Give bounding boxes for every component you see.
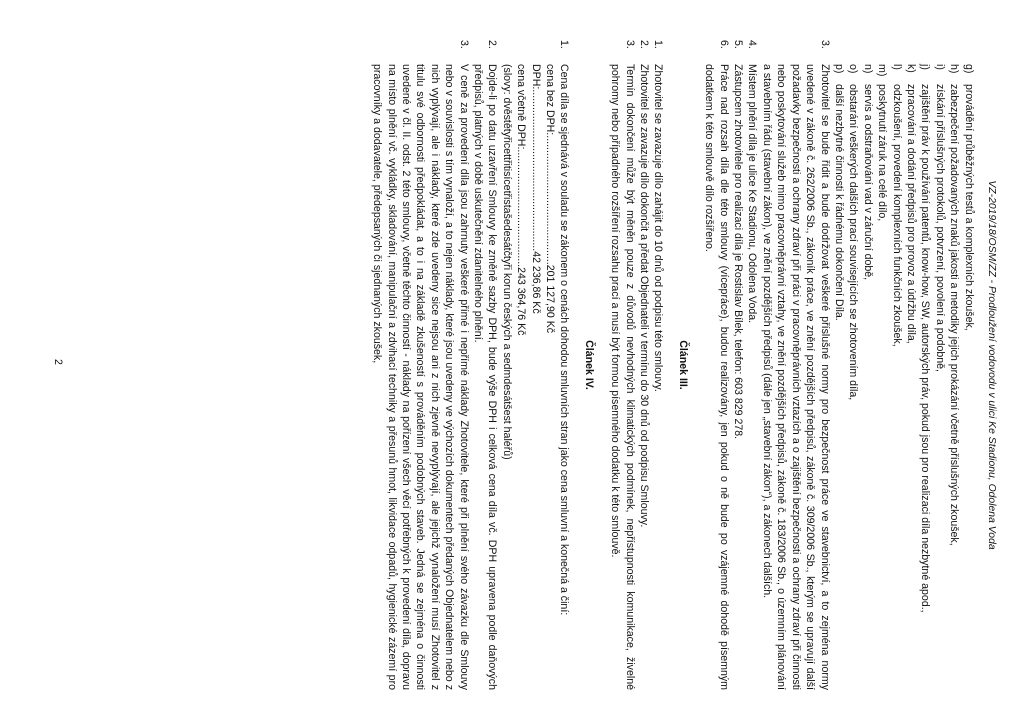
point-text: V ceně za provedení díla jsou zahrnuty veškeré přímé i nepřímé náklady Zhotovitele, které při plnění svého závazku dle Smlouvy nebo v souvislosti s tím vynaloží, a to nejen náklady, které jsou uvedeny ve výchozích dokumentech předaných Objednatelem nebo z nich vyplývají, ale i náklady, které zde uvedeny sice nejsou ani z nich zjevně nevyplývají, ale jejichž vynaložení musí Zhotovitel z titulu své odbornosti předpokládat, a to i na základě zkušeností s prováděním podobných staveb. Jedná se zejména o činnosti uvedené v čl. II. odst. 2 této smlouvy, včetně těchto činností - náklady na pořízení všech věcí potřebných k provedení díla, dopravu na místo plnění vč. vykládky, skladování, manipulační a zdvihací techniky a přesunů hmot, likvidace odpadů, hygienické zázemí pro pracovníky a dodavatele, předepsaných či sjednaných zkoušek, (371, 64, 470, 690)
article2-point-6 (702, 40, 731, 690)
item-text: zajištění práv k používání patentů, know-how, SW, autorských práv, pokud jsou pro realizaci díla nezbytné apod., (919, 84, 932, 613)
article4-point-2 (471, 40, 500, 690)
item-text: získání příslušných protokolů, potvrzení, povolení a podobně, (933, 84, 946, 372)
item-letter: m) (876, 64, 889, 77)
point-number: 1. (652, 40, 665, 49)
price-label: cena bez DPH: (544, 64, 557, 136)
item-text: další nezbytné činnosti k řádnému dokončení Díla. (832, 84, 845, 321)
list-item (846, 64, 860, 690)
point-text: Zástupcem zhotovitele pro realizaci díla je Rostislav Bílek, telefon: 603 829 278. (732, 64, 745, 440)
item-letter: p) (832, 64, 845, 74)
article3-point-1 (651, 40, 665, 690)
price-value: 42 236,86 Kč (529, 251, 542, 314)
price-vat (528, 64, 542, 690)
list-item (947, 64, 961, 690)
list-item (961, 64, 975, 690)
item-letter: i) (933, 64, 946, 70)
article2-item-list (832, 64, 976, 690)
document-content (370, 40, 998, 690)
item-letter: g) (962, 64, 975, 74)
point-number: 2. (638, 40, 651, 49)
item-letter: l) (890, 64, 903, 70)
item-text: zpracování a dodání předpisů pro provoz a údržbu díla, (904, 84, 917, 344)
point-text: Cena díla se sjednává v souladu se zákonem o cenách dohodou smluvních stran jako cena smluvní a konečná a činí: (558, 64, 571, 616)
price-leader: ............................................ (544, 135, 557, 265)
list-item (889, 64, 903, 690)
point-number: 2. (486, 40, 499, 49)
item-letter: h) (948, 64, 961, 74)
price-value: 201 127,90 Kč (544, 264, 557, 334)
article3-point-3 (608, 40, 637, 690)
item-text: provádění průběžných testů a komplexních zkoušek, (962, 84, 975, 331)
point-number: 3. (457, 40, 470, 49)
point-number: 4. (746, 40, 759, 49)
list-item (860, 64, 874, 690)
article2-point-5 (731, 40, 745, 690)
item-text: odzkoušení, provedení komplexních funkčních zkoušek, (890, 84, 903, 347)
article3-title: Článek III. (676, 340, 689, 390)
point-text: Zhotovitel se zavazuje dílo dokončit a předat Objednateli v termínu do 30 dnů od podpisu Smlouvy. (638, 64, 651, 528)
list-item (918, 64, 932, 690)
point-text: Dojde-li po datu uzavření Smlouvy ke změně sazby DPH, bude výše DPH i celková cena díla vč. DPH upravena podle daňových předpisů, platných v době uskutečnění zdanitelného plnění. (472, 64, 499, 690)
item-letter: j) (919, 64, 932, 70)
page-number: 2 (52, 359, 64, 365)
point-text: Termín dokončení může být měněn pouze z důvodů nevhodných klimatických podmínek, nepřístupnosti komunikace, živelné pohromy nebo případného rozšíření rozsahu prací a musí být formou písemného dodatku k této smlouvě. (609, 64, 636, 690)
price-label: DPH: (529, 64, 542, 90)
list-item (932, 64, 946, 690)
point-text: Zhotovitel se zavazuje dílo zahájit do 10 dnů od podpisu této smlouvy. (652, 64, 665, 392)
price-without-vat (543, 64, 557, 690)
price-with-vat (514, 64, 528, 690)
article2-point-3 (760, 40, 832, 690)
article4-point-3 (370, 40, 471, 690)
item-text: obstarání veškerých dalších prací souvisejících se zhotovením díla, (847, 84, 860, 401)
point-number: 3. (818, 40, 831, 49)
list-item (904, 64, 918, 690)
price-label: cena včetně DPH: (515, 64, 528, 150)
list-item (832, 64, 846, 690)
item-text: poskytnutí záruk na celé dílo, (876, 84, 889, 222)
item-letter: k) (904, 64, 917, 73)
page-header: VZ-2019/18/OSM/ZZ - Prodloužení vodovodu v ulici Ke Stadionu, Odolena Voda (986, 180, 997, 550)
item-text: servis a odstraňování vad v záruční době, (861, 84, 874, 281)
point-number: 6. (717, 40, 730, 49)
point-number: 3. (623, 40, 636, 49)
item-letter: n) (861, 64, 874, 74)
list-item (875, 64, 889, 690)
point-text: Zhotovitel se bude řídit a bude dodržovat veškeré příslušné normy pro bezpečnost práce ve stavebnictví, a to zejména normy uvedené v zákoně č. 262/2006 Sb., zákoník práce, ve znění pozdějších předpisů, zákoně č. 309/2006 Sb., kterým se upravují další požadavky bezpečnosti a ochrany zdraví při práci v pracovněprávních vztazích a o zajištění bezpečnosti a ochrany zdraví při činnosti nebo poskytování služeb mimo pracovněprávní vztahy, ve znění pozdějších předpisů, zákoně č. 183/2006 Sb., o územním plánování a stavebním řádu (stavební zákon), ve znění pozdějších předpisů (dále jen „stavební zákon“), a zákonech dalších. (760, 64, 831, 690)
point-number: 1. (558, 40, 571, 49)
article3-point-2 (637, 40, 651, 690)
article4-title: Článek IV. (582, 340, 595, 390)
article2-point-4 (745, 40, 759, 690)
item-text: zabezpečení požadovaných znaků jakosti a metodiky jejich prokázání včetně příslušných zkoušek, (948, 84, 961, 546)
price-leader: ........................................ (515, 149, 528, 268)
item-letter: o) (847, 64, 860, 74)
point-text: Práce nad rozsah díla dle této smlouvy (vícepráce), budou realizovány, jen pokud o ně bude po vzájemné dohodě písemným dodatkem k této smlouvě dílo rozšířeno. (703, 64, 730, 690)
price-leader: ....................................................... (529, 89, 542, 252)
article4-point-1 (557, 40, 571, 690)
point-text: Místem plnění díla je ulice Ke Stadionu, Odolena Voda. (746, 64, 759, 324)
point-number: 5. (732, 40, 745, 49)
price-in-words: (slovy: dvěstětyřicettřitisícetřistašedesátčtyři korun českých a sedmdesátšest haléřů) (500, 64, 513, 460)
price-value: 243 364,76 Kč (515, 267, 528, 336)
